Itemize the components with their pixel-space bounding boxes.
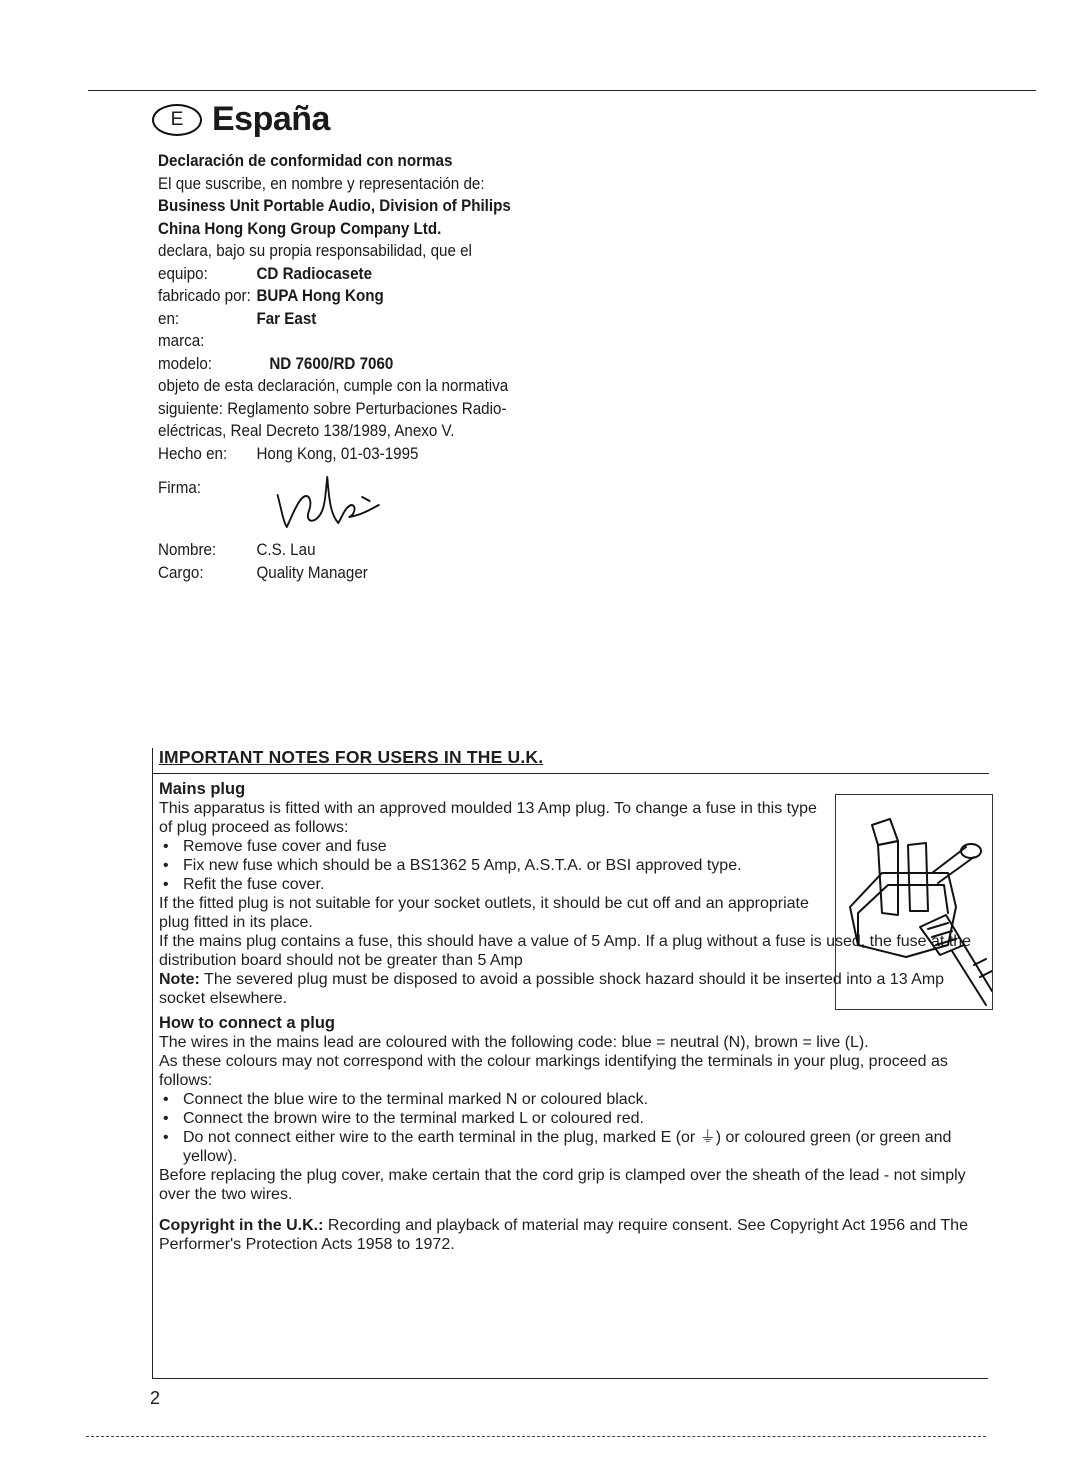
list-item: • Connect the brown wire to the terminal marked L or coloured red. <box>159 1109 991 1128</box>
signature-image <box>272 471 410 533</box>
field-value: CD Radiocasete <box>256 264 373 283</box>
field-row <box>158 308 581 331</box>
uk-body <box>159 778 991 1254</box>
page-title: España <box>212 100 330 138</box>
list-item: • Connect the blue wire to the terminal marked N or coloured black. <box>159 1090 991 1109</box>
intro-text: El que suscribe, en nombre y representación de: <box>158 174 485 193</box>
field-value: BUPA Hong Kong <box>256 287 384 305</box>
company-line-1: Business Unit Portable Audio, Division of Philips <box>158 197 511 215</box>
signature-label: Firma: <box>158 479 202 497</box>
field-row <box>158 353 581 376</box>
connect-title: How to connect a plug <box>159 1014 335 1032</box>
made-in-row <box>158 443 581 466</box>
field-label: modelo: <box>158 354 213 373</box>
uk-heading-rule <box>153 773 989 774</box>
copyright-text: Recording and playback of material may require consent. See Copyright Act 1956 and The Performer's Protection Acts 1958 to 1972. <box>159 1217 968 1253</box>
signature-row <box>158 477 581 539</box>
copyright-paragraph <box>159 1216 991 1254</box>
field-label: marca: <box>158 332 205 350</box>
declares-text: declara, bajo su propia responsabilidad, que el <box>158 242 472 260</box>
statement-line: siguiente: Reglamento sobre Perturbaciones Radio- <box>158 399 507 418</box>
section-title <box>152 100 330 139</box>
list-item: • Remove fuse cover and fuse <box>159 837 821 856</box>
list-item: • Fix new fuse which should be a BS1362 5 Amp, A.S.T.A. or BSI approved type. <box>159 856 821 875</box>
list-item: • Refit the fuse cover. <box>159 875 821 894</box>
note-text: The severed plug must be disposed to avoid a possible shock hazard should it be inserted into a 13 Amp socket elsewhere. <box>159 971 945 1007</box>
field-label: fabricado por: <box>158 287 251 305</box>
name-label: Nombre: <box>158 541 217 559</box>
wires-text: The wires in the mains lead are coloured with the following code: blue = neutral (N), brown = live (L). <box>159 1034 869 1051</box>
plug-illustration <box>835 794 993 1010</box>
position-value: Quality Manager <box>256 563 368 582</box>
field-row <box>158 285 581 308</box>
fuse-steps <box>159 837 821 894</box>
list-item: • Do not connect either wire to the earth terminal in the plug, marked E (or ⏚) or coloured green (or green and yellow). <box>159 1128 991 1166</box>
made-in-label: Hecho en: <box>158 444 228 463</box>
mains-plug-intro: This apparatus is fitted with an approved moulded 13 Amp plug. To change a fuse in this type of plug proceed as follows: <box>159 800 817 836</box>
name-value: C.S. Lau <box>256 541 316 559</box>
unsuitable-plug-text: If the fitted plug is not suitable for your socket outlets, it should be cut off and an appropriate plug fitted in its place. <box>159 895 809 931</box>
uk-notes-box <box>152 748 989 1378</box>
country-code-badge: E <box>152 104 202 136</box>
company-line-2: China Hong Kong Group Company Ltd. <box>158 219 442 238</box>
field-label: equipo: <box>158 264 208 283</box>
colours-text: As these colours may not correspond with the colour markings identifying the terminals in your plug, proceed as follows: <box>159 1053 948 1089</box>
field-value: ND 7600/RD 7060 <box>269 354 394 373</box>
spain-declaration <box>158 150 581 584</box>
copyright-label: Copyright in the U.K.: <box>159 1217 324 1234</box>
note-label: Note: <box>159 971 200 988</box>
position-row <box>158 562 581 585</box>
before-replacing-text: Before replacing the plug cover, make certain that the cord grip is clamped over the sheath of the lead - not simply over the two wires. <box>159 1167 966 1203</box>
plug-icon <box>836 795 992 1009</box>
field-value: Far East <box>256 309 317 328</box>
made-in-value: Hong Kong, 01-03-1995 <box>256 444 419 463</box>
statement-line: objeto de esta declaración, cumple con la normativa <box>158 377 509 395</box>
bottom-rule <box>86 1436 986 1437</box>
field-label: en: <box>158 309 180 328</box>
field-row <box>158 330 581 353</box>
top-rule <box>88 90 1036 91</box>
mains-plug-title: Mains plug <box>159 780 246 798</box>
field-row <box>158 263 581 286</box>
position-label: Cargo: <box>158 563 204 582</box>
statement-line: eléctricas, Real Decreto 138/1989, Anexo V. <box>158 422 455 440</box>
fuse-value-text: If the mains plug contains a fuse, this should have a value of 5 Amp. If a plug without a fuse is used, the fuse at the distribution board should not be greater than 5 Amp <box>159 933 972 969</box>
uk-heading: IMPORTANT NOTES FOR USERS IN THE U.K. <box>159 747 544 767</box>
name-row <box>158 539 581 562</box>
page-number: 2 <box>150 1388 161 1408</box>
connect-steps <box>159 1090 991 1166</box>
declaration-heading: Declaración de conformidad con normas <box>158 152 453 170</box>
uk-bottom-rule <box>152 1378 988 1379</box>
